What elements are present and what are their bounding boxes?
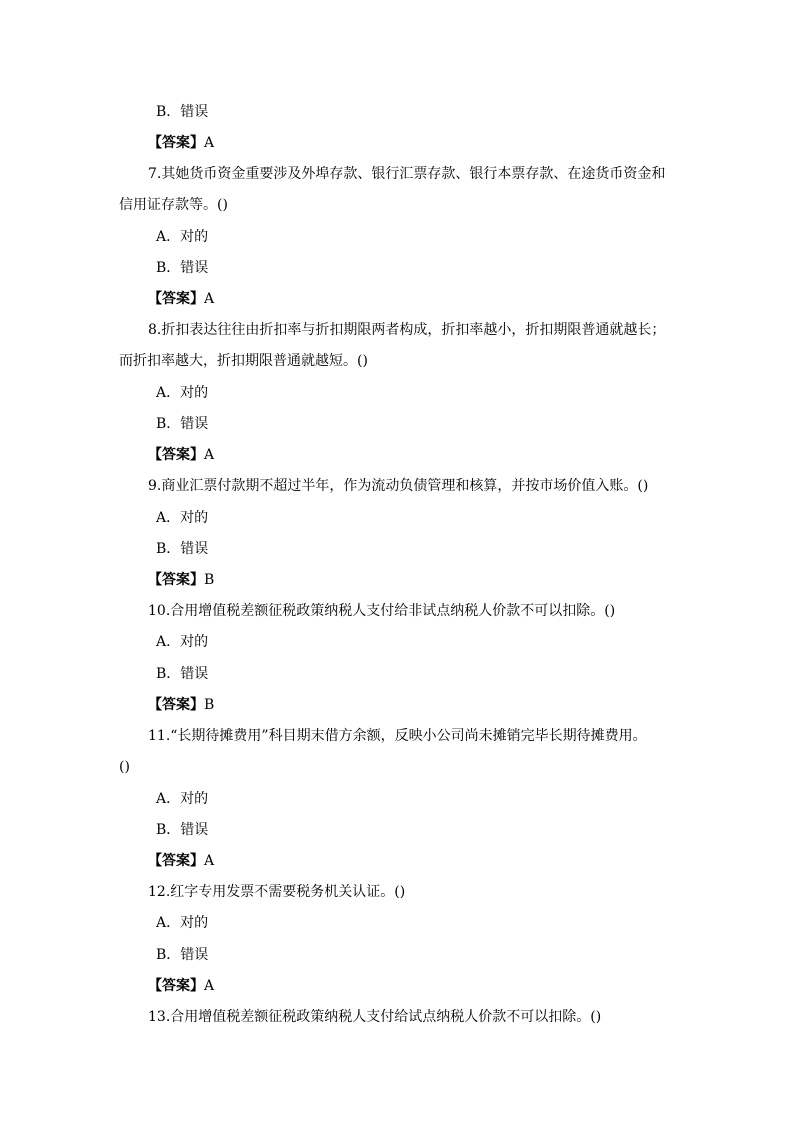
question-9: 9.商业汇票付款期不超过半年，作为流动负债管理和核算，并按市场价值入账。() xyxy=(148,478,649,494)
answer-value: B xyxy=(204,697,215,713)
option-a: A．对的 xyxy=(156,915,209,931)
question-12: 12.红字专用发票不需要税务机关认证。() xyxy=(148,884,406,900)
answer-label: 【答案】 xyxy=(148,853,204,869)
option-b: B．错误 xyxy=(156,260,209,276)
question-10: 10.合用增值税差额征税政策纳税人支付给非试点纳税人价款不可以扣除。() xyxy=(148,603,616,619)
question-8: 8.折扣表达往往由折扣率与折扣期限两者构成，折扣率越小，折扣期限普通就越长； xyxy=(148,322,666,338)
answer-value: A xyxy=(204,978,215,994)
answer-value: B xyxy=(204,572,215,588)
answer-label: 【答案】 xyxy=(148,291,204,307)
option-a: A．对的 xyxy=(156,510,209,526)
option-b: B．错误 xyxy=(156,416,209,432)
option-a: A．对的 xyxy=(156,634,209,650)
question-11-continued: () xyxy=(119,759,130,775)
option-b: B．错误 xyxy=(156,666,209,682)
option-b: B．错误 xyxy=(156,947,209,963)
answer-line xyxy=(148,446,214,464)
option-b: B．错误 xyxy=(156,822,209,838)
answer-line xyxy=(148,134,214,152)
answer-label: 【答案】 xyxy=(148,978,204,994)
answer-line xyxy=(148,571,214,589)
option-b: B．错误 xyxy=(156,541,209,557)
option-b: B．错误 xyxy=(156,104,209,120)
option-a: A．对的 xyxy=(156,385,209,401)
question-13: 13.合用增值税差额征税政策纳税人支付给试点纳税人价款不可以扣除。() xyxy=(148,1009,602,1025)
question-7-continued: 信用证存款等。() xyxy=(119,197,228,213)
answer-label: 【答案】 xyxy=(148,447,204,463)
answer-value: A xyxy=(204,291,215,307)
question-11: 11.“长期待摊费用”科目期末借方余额，反映小公司尚未摊销完毕长期待摊费用。 xyxy=(148,728,647,744)
answer-line xyxy=(148,852,214,870)
answer-line xyxy=(148,696,214,714)
question-8-continued: 而折扣率越大，折扣期限普通就越短。() xyxy=(119,353,368,369)
option-a: A．对的 xyxy=(156,229,209,245)
answer-value: A xyxy=(204,135,215,151)
answer-line xyxy=(148,290,214,308)
answer-label: 【答案】 xyxy=(148,135,204,151)
answer-label: 【答案】 xyxy=(148,572,204,588)
option-a: A．对的 xyxy=(156,791,209,807)
answer-label: 【答案】 xyxy=(148,697,204,713)
answer-value: A xyxy=(204,447,215,463)
answer-value: A xyxy=(204,853,215,869)
question-7: 7.其她货币资金重要涉及外埠存款、银行汇票存款、银行本票存款、在途货币资金和 xyxy=(148,166,666,182)
answer-line xyxy=(148,977,214,995)
